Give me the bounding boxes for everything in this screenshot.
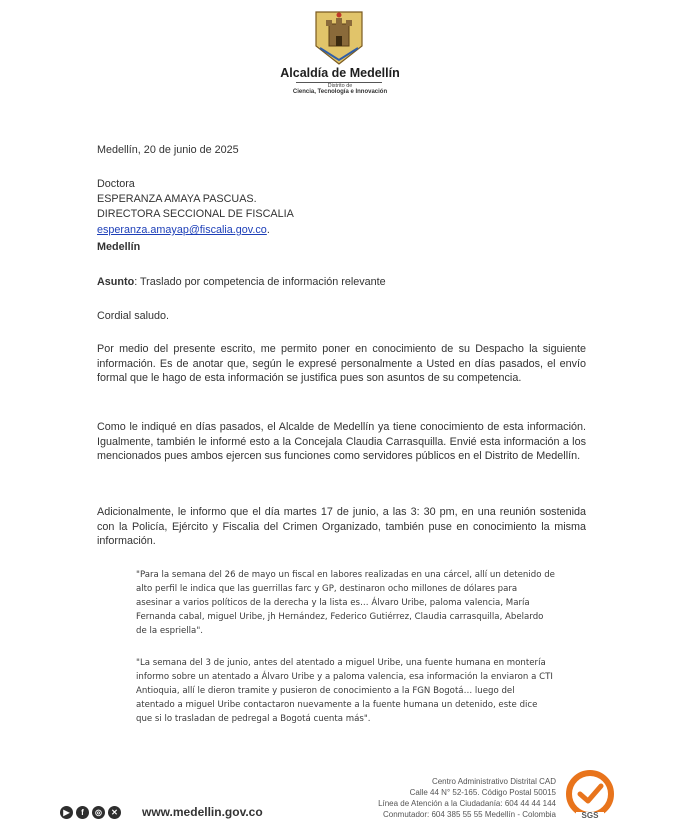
body-paragraph-1: Por medio del presente escrito, me permito poner en conocimiento de su Despacho la siguiente información. Es de anotar que, según le expresé personalmente a Usted en días pasados, el envío formal que le hago de esta información se justifica pues son asuntos de su competencia. xyxy=(97,343,586,384)
recipient-email-line xyxy=(97,223,270,238)
recipient-name: ESPERANZA AMAYA PASCUAS. xyxy=(97,193,257,205)
recipient-position: DIRECTORA SECCIONAL DE FISCALIA xyxy=(97,208,294,220)
subject-line xyxy=(97,275,386,290)
quote-2: "La semana del 3 de junio, antes del atentado a miguel Uribe, una fuente humana en montería informo sobre un atentado a Álvaro Uribe y a paloma valencia, esa información la enviaron a CTI Antioquia, allí le dieron tramite y pusieron de conocimiento a la FGN Bogotá… luego del atentado a miguel Uribe contactaron nuevamente a la fuente humana un detenido, este dice que si lo trasladan de pedregal a Bogotá cuenta más". xyxy=(136,658,553,724)
facebook-icon[interactable]: f xyxy=(76,806,89,819)
instagram-icon[interactable]: ◎ xyxy=(92,806,105,819)
footer-address-line: Centro Administrativo Distrital CAD xyxy=(431,777,556,786)
footer-address xyxy=(300,776,556,820)
footer-address-line: Calle 44 N° 52-165. Código Postal 50015 xyxy=(409,788,556,797)
org-tagline: Ciencia, Tecnología e Innovación xyxy=(292,89,388,95)
footer-address-line: Línea de Atención a la Ciudadanía: 604 44 44 144 xyxy=(378,799,556,808)
email-suffix: . xyxy=(266,224,270,236)
body-paragraph-3: Adicionalmente, le informo que el día martes 17 de junio, a las 3: 30 pm, en una reunión sostenida con la Policía, Ejército y Fiscalia del Crimen Organizado, también puse en conocimiento la misma información. xyxy=(97,506,586,547)
footer-address-line: Conmutador: 604 385 55 55 Medellín - Colombia xyxy=(383,810,556,819)
org-subtitle: Distrito de xyxy=(327,83,353,89)
org-name: Alcaldía de Medellín xyxy=(280,66,400,80)
sgs-certification-badge xyxy=(562,768,618,824)
x-icon[interactable]: ✕ xyxy=(108,806,121,819)
quote-1: "Para la semana del 26 de mayo un fiscal en labores realizadas en una cárcel, allí un detenido de alto perfil le indica que las guerrillas farc y GP, destinaron ocho millones de dólares para asesinar a varios políticos de la derecha y la lista es… Álvaro Uribe, paloma valencia, María Fernanda cabal, miguel Uribe, jh Hernández, Federico Gutiérrez, Claudia carrasquilla, Abelardo de la espriella". xyxy=(136,570,555,636)
salutation-title: Doctora xyxy=(97,178,135,190)
greeting: Cordial saludo. xyxy=(97,310,170,322)
subject-text: : Traslado por competencia de información relevante xyxy=(134,276,386,288)
coat-of-arms-logo xyxy=(310,8,368,68)
recipient-city: Medellín xyxy=(97,241,141,253)
recipient-email-link[interactable]: esperanza.amayap@fiscalia.gov.co xyxy=(97,224,267,236)
footer-website[interactable]: www.medellin.gov.co xyxy=(142,805,263,819)
letter-date: Medellín, 20 de junio de 2025 xyxy=(97,144,239,156)
youtube-icon[interactable]: ▶ xyxy=(60,806,73,819)
body-paragraph-2: Como le indiqué en días pasados, el Alcalde de Medellín ya tiene conocimiento de esta información. Igualmente, también le informé esto a la Concejala Claudia Carrasquilla. Envié esta información a los mencionados pues ambos ejercen sus funciones como servidores públicos en el Distrito de Medellín. xyxy=(97,421,586,462)
sgs-label: SGS xyxy=(581,811,599,820)
subject-label: Asunto xyxy=(97,276,135,288)
